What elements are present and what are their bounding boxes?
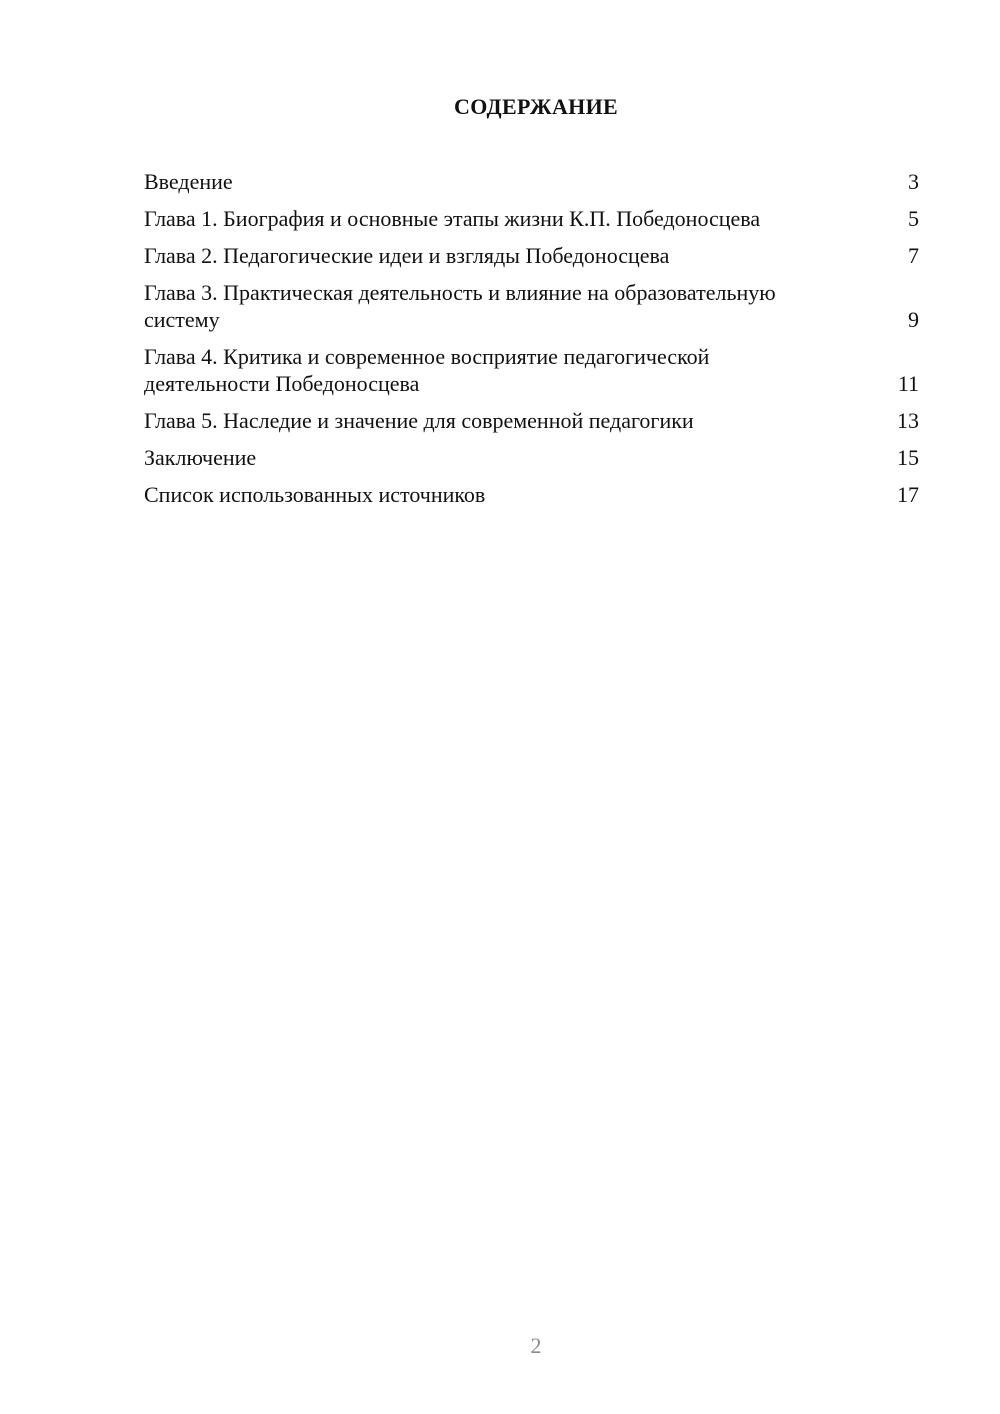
toc-entry-label: Глава 4. Критика и современное восприятие педагогической деятельности Победоносцева (144, 344, 710, 396)
toc-entry-page: 17 (897, 482, 919, 507)
toc-entry-page: 9 (908, 307, 919, 332)
toc-entry-page: 3 (908, 169, 919, 194)
page-title: СОДЕРЖАНИЕ (454, 94, 618, 119)
toc-entry-references (144, 481, 919, 508)
toc-entry-page: 15 (897, 445, 919, 470)
toc-entry-label: Список использованных источников (144, 482, 486, 507)
toc-entry-label: Глава 2. Педагогические идеи и взгляды Победоносцева (144, 243, 670, 268)
table-of-contents (144, 168, 919, 518)
toc-entry-page: 13 (897, 408, 919, 433)
page-number: 2 (530, 1333, 542, 1358)
toc-entry-chapter-2 (144, 242, 919, 269)
toc-entry-label: Введение (144, 169, 233, 194)
toc-entry-conclusion (144, 444, 919, 471)
toc-entry-chapter-4 (144, 343, 919, 397)
toc-entry-label: Заключение (144, 445, 257, 470)
toc-entry-label: Глава 1. Биография и основные этапы жизни К.П. Победоносцева (144, 206, 761, 231)
toc-entry-chapter-3 (144, 279, 919, 333)
toc-entry-page: 7 (908, 243, 919, 268)
toc-entry-label: Глава 5. Наследие и значение для современной педагогики (144, 408, 694, 433)
toc-entry-page: 11 (897, 371, 919, 396)
toc-entry-chapter-5 (144, 407, 919, 434)
toc-entry-label: Глава 3. Практическая деятельность и влияние на образовательную систему (144, 280, 776, 332)
toc-entry-page: 5 (908, 206, 919, 231)
toc-entry-introduction (144, 168, 919, 195)
toc-entry-chapter-1 (144, 205, 919, 232)
